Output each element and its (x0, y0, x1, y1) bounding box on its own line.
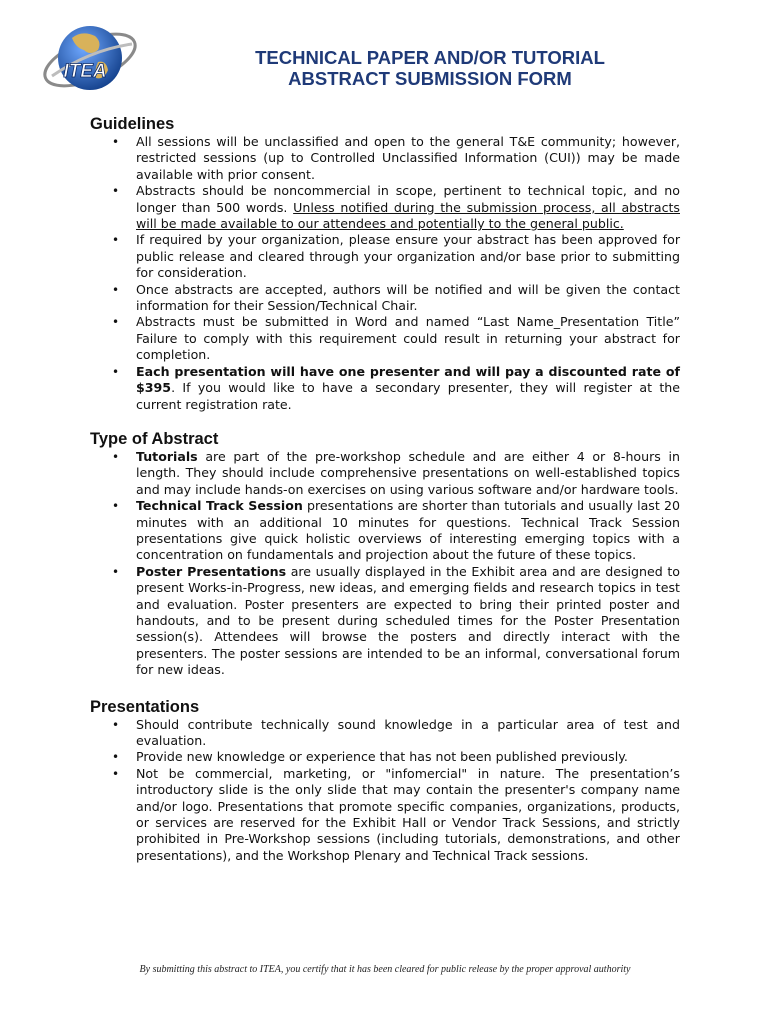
list-item: • Each presentation will have one presenter and will pay a discounted rate of $395. If you would like to have a secondary presenter, they will register at the current registration rate. (112, 363, 680, 412)
bullet-icon: • (112, 766, 120, 781)
list-item: • Technical Track Session presentations are shorter than tutorials and usually last 20 minutes with an additional 10 minutes for questions. Technical Track Session presentations give quick holistic overviews of interesting emerging topics with a concentration on fundamentals and projection about the future of these topics. (112, 498, 680, 563)
bullet-icon: • (112, 364, 120, 379)
list-item: • All sessions will be unclassified and open to the general T&E community; however, restricted sessions (up to Controlled Unclassified Information (CUI)) may be made available with prior consent. (112, 134, 680, 182)
logo-wordmark: ITEA (63, 61, 107, 82)
list-item: • Provide new knowledge or experience that has not been published previously. (112, 749, 628, 765)
technical-track-label: Technical Track Session (136, 498, 303, 514)
bullet-icon: • (112, 499, 120, 514)
bullet-icon: • (112, 717, 120, 732)
list-item: • Once abstracts are accepted, authors will be notified and will be given the contact information for their Session/Technical Chair. (112, 281, 680, 314)
bullet-icon: • (112, 282, 120, 297)
list-item: • Poster Presentations are usually displayed in the Exhibit area and are designed to present Works-in-Progress, new ideas, and emerging fields and research topics in test and evaluation. Poster presenters are expected to bring their printed poster and handouts, and to be present during scheduled times for the Poster Presentation session(s). Attendees will browse the posters and directly interact with the presenters. The poster sessions are intended to be an informal, conversational forum for new ideas. (112, 563, 680, 678)
bullet-icon: • (112, 233, 120, 248)
tutorials-label: Tutorials (136, 448, 198, 464)
guidelines-list (90, 134, 680, 413)
guidelines-heading: Guidelines (90, 115, 175, 133)
bullet-icon: • (112, 184, 120, 199)
presentations-heading: Presentations (90, 697, 200, 716)
form-body (90, 114, 680, 864)
footer-certification: By submitting this abstract to ITEA, you certify that it has been cleared for public release by the proper approval authority (139, 964, 631, 975)
poster-presentations-label: Poster Presentations (136, 563, 287, 579)
list-item: • Abstracts should be noncommercial in scope, pertinent to technical topic, and no longer than 500 words. Unless notified during the submission process, all abstracts will be made available to our attendees and potentially to the general public. (112, 183, 680, 232)
list-item: • If required by your organization, please ensure your abstract has been approved for public release and cleared through your organization and/or base prior to submitting for consideration. (112, 232, 680, 281)
list-item: • Tutorials are part of the pre-workshop schedule and are either 4 or 8-hours in length. They should include comprehensive presentations on well-established topics and may include hands-on exercises on using various software and/or hardware tools. (112, 448, 680, 497)
type-of-abstract-heading: Type of Abstract (90, 429, 219, 448)
abstract-types-list (90, 449, 680, 679)
title-line-1: TECHNICAL PAPER AND/OR TUTORIAL (255, 47, 605, 68)
list-item: • Should contribute technically sound knowledge in a particular area of test and evaluation. (112, 716, 680, 748)
itea-logo (40, 20, 140, 100)
bullet-icon: • (112, 315, 120, 330)
bullet-icon: • (112, 750, 120, 765)
list-item: • Abstracts must be submitted in Word and named “Last Name_Presentation Title” Failure to comply with this requirement could result in returning your abstract for completion. (112, 314, 680, 363)
bullet-icon: • (112, 135, 120, 149)
list-item: • Not be commercial, marketing, or "infomercial" in nature. The presentation’s introductory slide is the only slide that may contain the presenter's company name and/or logo. Presentations that promote specific companies, organizations, products, or services are reserved for the Exhibit Hall or Vendor Track Sessions, and strictly prohibited in Pre-Workshop sessions (including tutorials, demonstrations, and other presentations), and the Workshop Plenary and Technical Track sessions. (112, 765, 680, 863)
bullet-icon: • (112, 449, 120, 464)
public-availability-notice: Unless notified during the submission process, all abstracts will be made available to our attendees and potentially to the general public. (136, 199, 680, 232)
title-line-2: ABSTRACT SUBMISSION FORM (288, 68, 572, 89)
bullet-icon: • (112, 564, 120, 579)
presenter-fee-text: Each presentation will have one presenter and will pay a discounted rate of $395 (136, 363, 680, 396)
presentations-list (90, 717, 680, 865)
page-title (170, 47, 690, 89)
